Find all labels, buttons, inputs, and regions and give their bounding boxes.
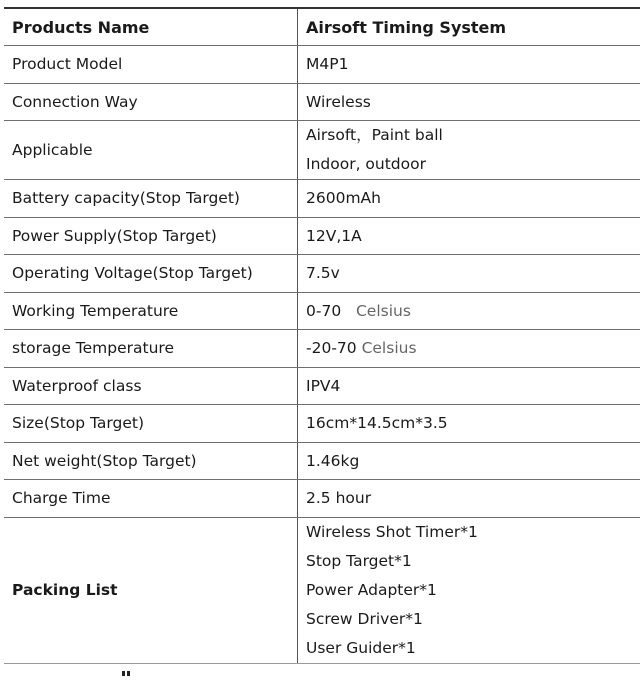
row-key: Charge Time — [4, 480, 298, 518]
value-number: -20-70 — [306, 339, 357, 357]
row-key: Packing List — [4, 517, 298, 663]
row-value: 2.5 hour — [298, 480, 640, 518]
row-key: Net weight(Stop Target) — [4, 442, 298, 480]
row-key: Product Model — [4, 46, 298, 84]
row-value — [298, 292, 640, 330]
header-key: Products Name — [4, 8, 298, 46]
value-unit: Celsius — [362, 339, 417, 357]
table-row — [4, 255, 640, 293]
row-value: 16cm*14.5cm*3.5 — [298, 405, 640, 443]
packing-item: User Guider*1 — [306, 634, 640, 663]
spec-table — [4, 7, 640, 664]
packing-item: Screw Driver*1 — [306, 605, 640, 634]
table-row-packing-list — [4, 517, 640, 663]
row-key: Waterproof class — [4, 367, 298, 405]
table-row — [4, 405, 640, 443]
row-key: Size(Stop Target) — [4, 405, 298, 443]
row-key: Battery capacity(Stop Target) — [4, 180, 298, 218]
value-number: 0-70 — [306, 302, 341, 320]
row-key: Connection Way — [4, 83, 298, 121]
table-row — [4, 83, 640, 121]
table-row — [4, 292, 640, 330]
table-row — [4, 180, 640, 218]
value-unit: Celsius — [356, 302, 411, 320]
table-row — [4, 121, 640, 180]
value-line: Indoor, outdoor — [306, 150, 640, 179]
row-value: IPV4 — [298, 367, 640, 405]
table-row — [4, 46, 640, 84]
row-key: Operating Voltage(Stop Target) — [4, 255, 298, 293]
packing-item: Stop Target*1 — [306, 547, 640, 576]
value-line: Airsoft，Paint ball — [306, 121, 640, 150]
row-value-multiline — [298, 517, 640, 663]
cropped-text-fragment — [122, 661, 132, 666]
row-value: 1.46kg — [298, 442, 640, 480]
table-row — [4, 330, 640, 368]
row-key: Working Temperature — [4, 292, 298, 330]
table-header-row — [4, 8, 640, 46]
row-value: M4P1 — [298, 46, 640, 84]
table-row — [4, 480, 640, 518]
packing-item: Wireless Shot Timer*1 — [306, 518, 640, 547]
row-key: storage Temperature — [4, 330, 298, 368]
table-row — [4, 367, 640, 405]
row-value: 2600mAh — [298, 180, 640, 218]
row-value: 12V,1A — [298, 217, 640, 255]
row-value-multiline — [298, 121, 640, 180]
row-value: 7.5v — [298, 255, 640, 293]
row-value — [298, 330, 640, 368]
table-row — [4, 217, 640, 255]
row-key: Power Supply(Stop Target) — [4, 217, 298, 255]
table-row — [4, 442, 640, 480]
row-key: Applicable — [4, 121, 298, 180]
packing-item: Power Adapter*1 — [306, 576, 640, 605]
header-value: Airsoft Timing System — [298, 8, 640, 46]
row-value: Wireless — [298, 83, 640, 121]
